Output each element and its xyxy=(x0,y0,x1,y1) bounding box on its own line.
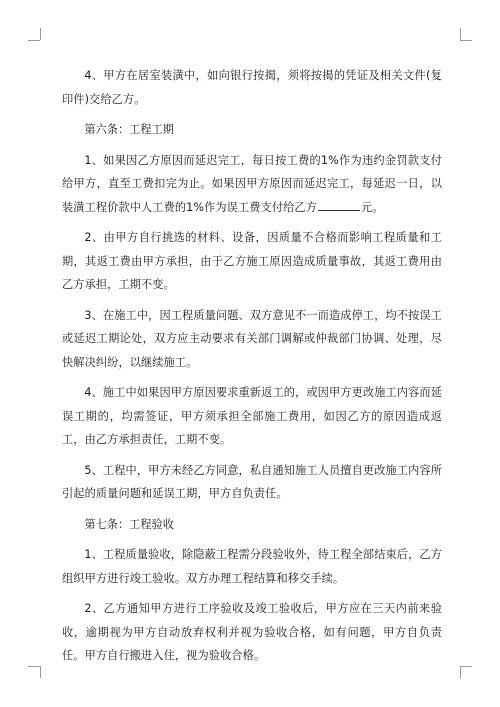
document-body xyxy=(62,64,442,675)
section-heading-article-6: 第六条：工程工期 xyxy=(84,123,174,136)
clause-6-item-1-text: 1、如果因乙方原因而延迟完工，每日按工费的1%作为违约金罚款支付给甲方，直至工费扣完为止。如果因甲方原因而延迟完工，每延迟一日，以装潢工程价款中人工费的1%作为误工费支付给乙方 xyxy=(62,153,442,214)
crop-mark-top-left-v xyxy=(40,28,41,40)
clause-6-item-3: 3、在施工中，因工程质量问题、双方意见不一而造成停工，均不按误工或延迟工期论处，双方应主动要求有关部门调解或仲裁部门协调、处理，尽快解决纠纷，以继续施工。 xyxy=(62,308,442,369)
crop-mark-top-right-v xyxy=(460,28,461,40)
crop-mark-bottom-left-h xyxy=(28,666,40,667)
crop-mark-bottom-right-h xyxy=(460,666,472,667)
fill-in-blank xyxy=(318,200,360,211)
clause-7-item-2: 2、乙方通知甲方进行工序验收及竣工验收后，甲方应在三天内前来验收，逾期视为甲方自动放弃权利并视为验收合格，如有问题，甲方自负责任。甲方自行搬进入住，视为验收合格。 xyxy=(62,602,442,662)
section-heading-article-7: 第七条：工程验收 xyxy=(84,517,174,531)
clause-6-item-1-suffix: 元。 xyxy=(361,200,384,214)
crop-mark-bottom-left-v xyxy=(40,666,41,678)
clause-5-item-4: 4、甲方在居室装潢中，如向银行按揭，须将按揭的凭证及相关文件(复印件)交给乙方。 xyxy=(62,69,442,106)
clause-6-item-4: 4、施工中如果因甲方原因要求重新返工的，或因甲方更改施工内容而延误工期的，均需签证，甲方须承担全部施工费用，如因乙方的原因造成返工，由乙方承担责任，工期不变。 xyxy=(62,386,442,446)
clause-7-item-1: 1、工程质量验收，除隐蔽工程需分段验收外，待工程全部结束后，乙方组织甲方进行竣工验收。双方办理工程结算和移交手续。 xyxy=(62,548,442,585)
clause-6-item-5: 5、工程中，甲方未经乙方同意，私自通知施工人员擅自更改施工内容所引起的质量问题和延误工期，甲方自负责任。 xyxy=(62,463,442,500)
crop-mark-bottom-right-v xyxy=(460,666,461,678)
crop-mark-top-left-h xyxy=(28,40,40,41)
clause-6-item-1 xyxy=(62,149,442,220)
crop-mark-top-right-h xyxy=(460,40,472,41)
clause-6-item-2: 2、由甲方自行挑选的材料、设备，因质量不合格而影响工程质量和工期，其返工费由甲方承担，由于乙方施工原因造成质量事故，其返工费用由乙方承担，工期不变。 xyxy=(62,231,442,291)
